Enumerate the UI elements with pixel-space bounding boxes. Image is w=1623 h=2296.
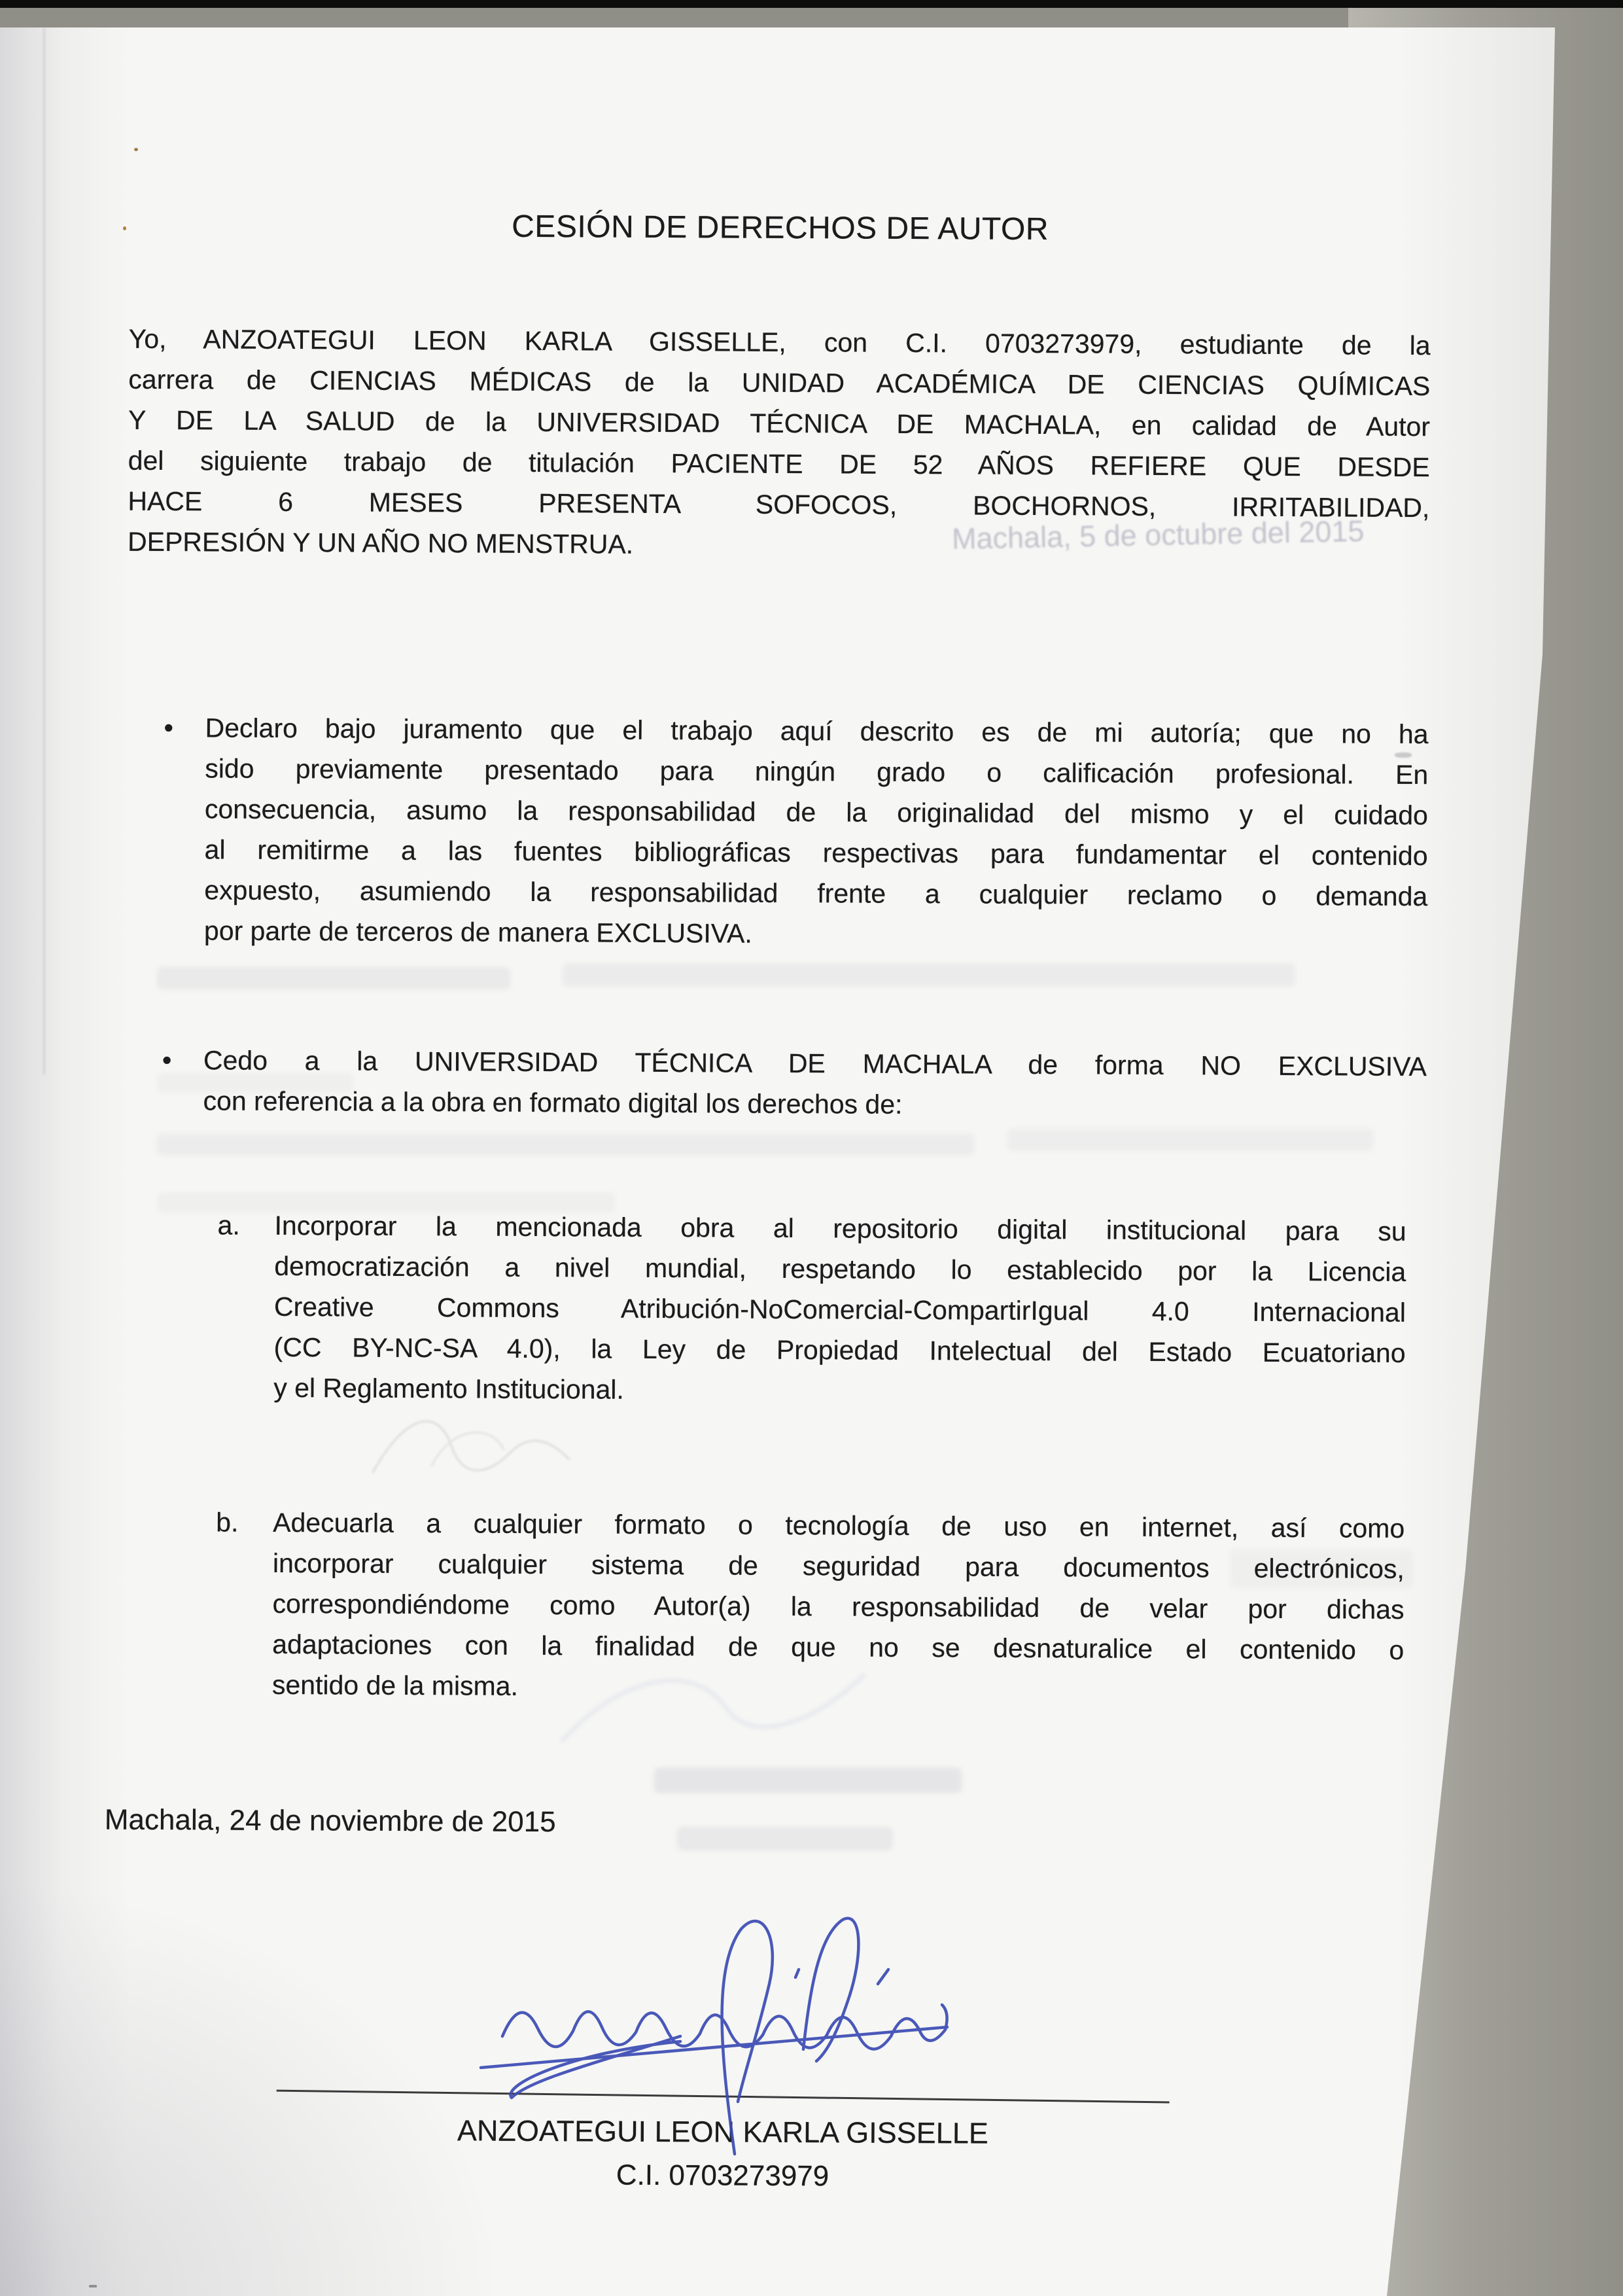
text-line: expuesto, asumiendo la responsabilidad frente a cualquier reclamo o demanda bbox=[204, 875, 1428, 912]
text-line: Creative Commons Atribución-NoComercial-CompartirIgual 4.0 Internacional bbox=[273, 1291, 1406, 1328]
text-line: Declaro bajo juramento que el trabajo aquí descrito es de mi autoría; que no ha bbox=[205, 713, 1429, 750]
clause-a-marker: a. bbox=[217, 1210, 240, 1241]
text-line: (CC BY-NC-SA 4.0), la Ley de Propiedad Intelectual del Estado Ecuatoriano bbox=[273, 1332, 1406, 1368]
text-line: sentido de la misma. bbox=[271, 1669, 519, 1701]
ink-speck bbox=[134, 148, 138, 151]
text-line: consecuencia, asumo la responsabilidad de la originalidad del mismo y el cuidado bbox=[204, 794, 1429, 831]
text-line: Incorporar la mencionada obra al repositorio digital institucional para su bbox=[274, 1210, 1406, 1246]
text-line: democratización a nivel mundial, respetando lo establecido por la Licencia bbox=[274, 1250, 1406, 1287]
text-line: con referencia a la obra en formato digital los derechos de: bbox=[203, 1086, 903, 1120]
text-line: incorporar cualquier sistema de seguridad para documentos electrónicos, bbox=[272, 1547, 1405, 1584]
text-line: Adecuarla a cualquier formato o tecnología de uso en internet, así como bbox=[273, 1507, 1405, 1544]
clause-a-text bbox=[273, 1205, 1406, 1414]
handwritten-signature bbox=[393, 1878, 1014, 2159]
declaration-bullet bbox=[204, 707, 1429, 957]
ink-speck bbox=[123, 226, 126, 230]
text-line: Y DE LA SALUD de la UNIVERSIDAD TÉCNICA DE MACHALA, en calidad de Autor bbox=[128, 404, 1431, 442]
bullet-marker: • bbox=[162, 1045, 172, 1076]
text-line: DEPRESIÓN Y UN AÑO NO MENSTRUA. bbox=[127, 526, 634, 559]
scanner-top-edge bbox=[0, 0, 1623, 8]
text-line: Cedo a la UNIVERSIDAD TÉCNICA DE MACHALA de forma NO EXCLUSIVA bbox=[203, 1045, 1427, 1082]
text-line: carrera de CIENCIAS MÉDICAS de la UNIDAD ACADÉMICA DE CIENCIAS QUÍMICAS bbox=[128, 364, 1431, 402]
ink-speck bbox=[1395, 752, 1412, 758]
date-line: Machala, 24 de noviembre de 2015 bbox=[104, 1803, 556, 1839]
clause-b-marker: b. bbox=[216, 1507, 239, 1538]
text-line: del siguiente trabajo de titulación PACIENTE DE 52 AÑOS REFIERE QUE DESDE bbox=[128, 445, 1430, 483]
signatory-id: C.I. 0703273979 bbox=[616, 2159, 829, 2193]
bullet-marker: • bbox=[164, 713, 174, 743]
text-line: HACE 6 MESES PRESENTA SOFOCOS, BOCHORNOS, IRRITABILIDAD, bbox=[128, 486, 1430, 523]
text-line: y el Reglamento Institucional. bbox=[273, 1372, 624, 1405]
clause-b-text bbox=[272, 1502, 1405, 1711]
cession-bullet bbox=[203, 1040, 1427, 1127]
text-line: sido previamente presentado para ningún grado o calificación profesional. En bbox=[205, 753, 1429, 790]
text-line: al remitirme a las fuentes bibliográficas respectivas para fundamentar el contenido bbox=[204, 834, 1428, 872]
text-line: correspondiéndome como Autor(a) la responsabilidad de velar por dichas bbox=[272, 1588, 1405, 1625]
ink-speck bbox=[89, 2285, 97, 2287]
text-line: Yo, ANZOATEGUI LEON KARLA GISSELLE, con C.I. 0703273979, estudiante de la bbox=[128, 323, 1431, 361]
page-title: CESIÓN DE DERECHOS DE AUTOR bbox=[512, 209, 1049, 247]
text-line: adaptaciones con la finalidad de que no se desnaturalice el contenido o bbox=[272, 1629, 1405, 1665]
ghost-date-bleedthrough: Machala, 5 de octubre del 2015 bbox=[951, 514, 1365, 556]
text-line: por parte de terceros de manera EXCLUSIVA. bbox=[203, 915, 752, 949]
signatory-name: ANZOATEGUI LEON KARLA GISSELLE bbox=[457, 2113, 988, 2150]
intro-paragraph bbox=[128, 319, 1431, 569]
